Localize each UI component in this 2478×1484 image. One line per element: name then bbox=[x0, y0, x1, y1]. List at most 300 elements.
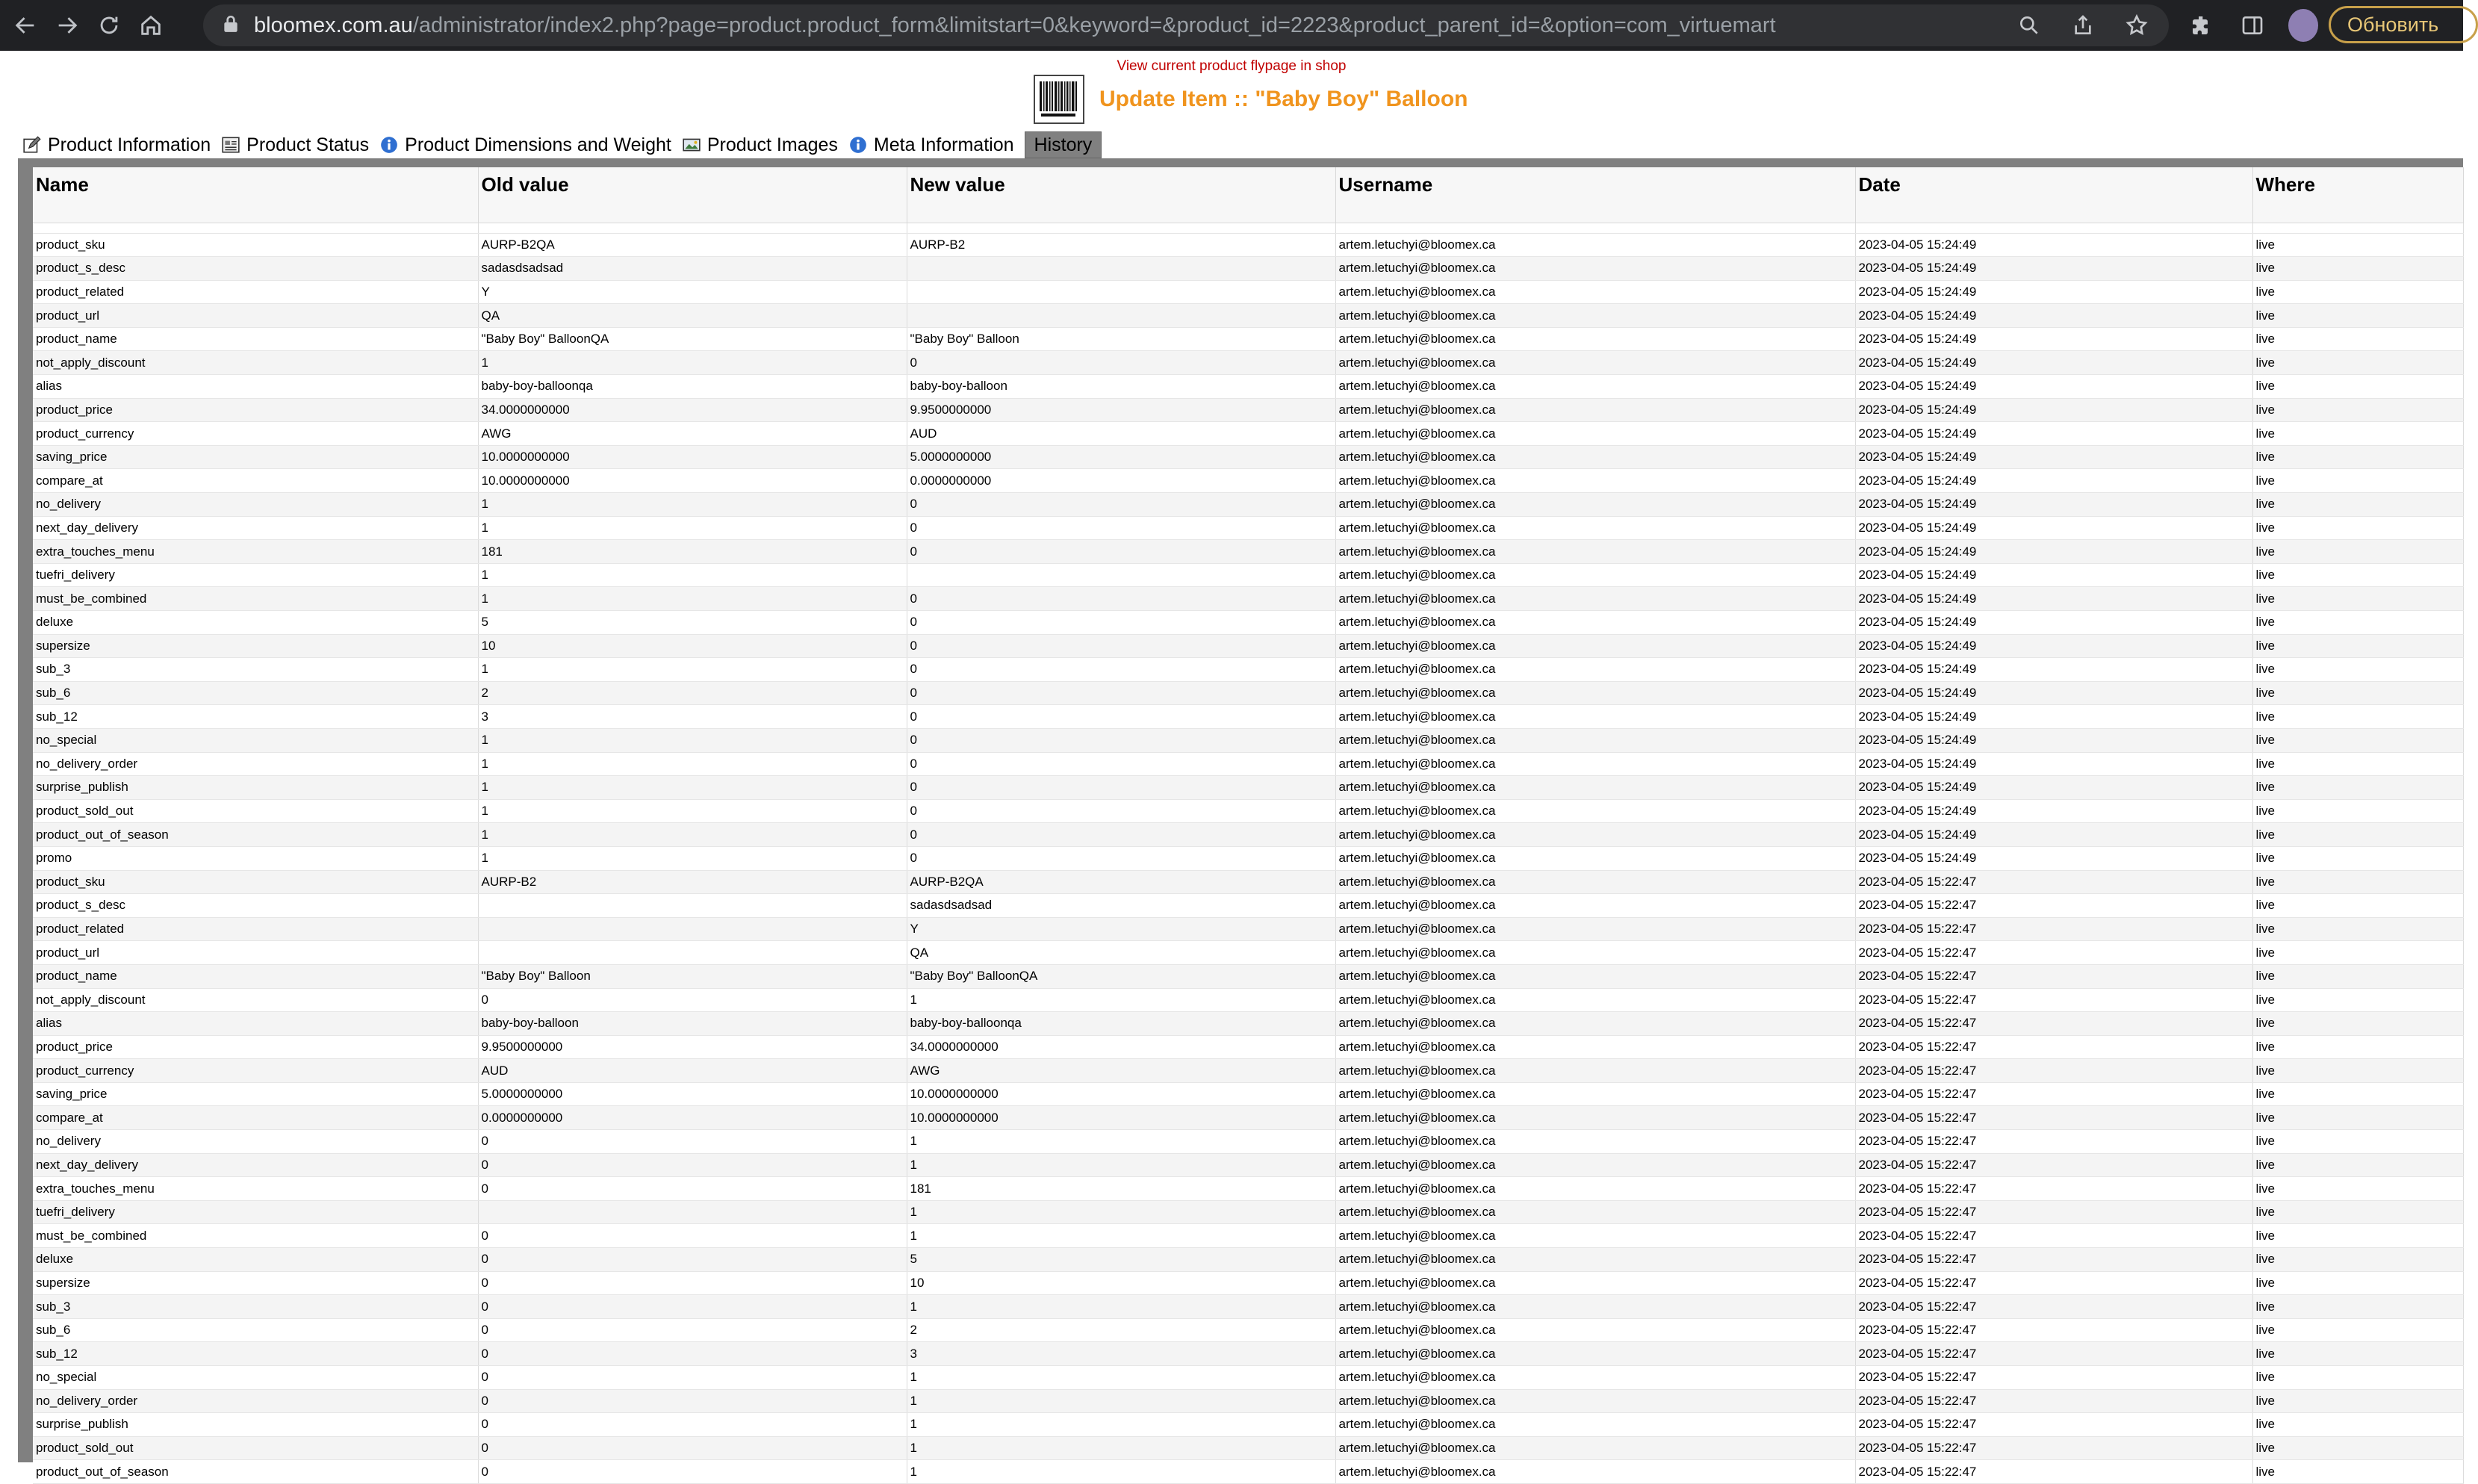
extensions-icon[interactable] bbox=[2187, 9, 2217, 42]
cell-new-value: 5 bbox=[907, 1248, 1335, 1272]
cell-where: live bbox=[2252, 1130, 2463, 1154]
zoom-icon[interactable] bbox=[2015, 10, 2043, 40]
cell-username: artem.letuchyi@bloomex.ca bbox=[1335, 422, 1855, 446]
cell-where: live bbox=[2252, 846, 2463, 870]
cell-where: live bbox=[2252, 634, 2463, 658]
cell-name: no_delivery bbox=[33, 1130, 478, 1154]
cell-where: live bbox=[2252, 752, 2463, 776]
cell-date: 2023-04-05 15:22:47 bbox=[1855, 1342, 2252, 1366]
table-row bbox=[33, 1059, 2463, 1083]
cell-username: artem.letuchyi@bloomex.ca bbox=[1335, 611, 1855, 635]
home-icon[interactable] bbox=[134, 9, 167, 42]
cell-date: 2023-04-05 15:22:47 bbox=[1855, 1012, 2252, 1036]
cell-new-value: 0 bbox=[907, 752, 1335, 776]
cell-where: live bbox=[2252, 870, 2463, 894]
cell-date: 2023-04-05 15:22:47 bbox=[1855, 917, 2252, 941]
cell-username: artem.letuchyi@bloomex.ca bbox=[1335, 1012, 1855, 1036]
cell-name: next_day_delivery bbox=[33, 516, 478, 540]
cell-username: artem.letuchyi@bloomex.ca bbox=[1335, 1130, 1855, 1154]
cell-name: product_related bbox=[33, 280, 478, 304]
cell-username: artem.letuchyi@bloomex.ca bbox=[1335, 257, 1855, 281]
cell-old-value: 5.0000000000 bbox=[478, 1082, 907, 1106]
cell-name: sub_12 bbox=[33, 705, 478, 729]
cell-date: 2023-04-05 15:22:47 bbox=[1855, 1413, 2252, 1437]
table-row bbox=[33, 1224, 2463, 1248]
cell-date: 2023-04-05 15:24:49 bbox=[1855, 445, 2252, 469]
cell-date: 2023-04-05 15:22:47 bbox=[1855, 894, 2252, 918]
cell-where: live bbox=[2252, 1224, 2463, 1248]
table-row bbox=[33, 799, 2463, 823]
cell-new-value: 1 bbox=[907, 1460, 1335, 1484]
table-row bbox=[33, 1366, 2463, 1390]
cell-old-value: 0 bbox=[478, 1130, 907, 1154]
history-table bbox=[33, 167, 2464, 1484]
cell-old-value: "Baby Boy" BalloonQA bbox=[478, 327, 907, 351]
cell-name: no_special bbox=[33, 1366, 478, 1390]
cell-old-value: AURP-B2 bbox=[478, 870, 907, 894]
cell-where: live bbox=[2252, 728, 2463, 752]
column-header-new-value: New value bbox=[907, 167, 1335, 223]
cell-name: product_currency bbox=[33, 1059, 478, 1083]
cell-where: live bbox=[2252, 1059, 2463, 1083]
cell-new-value: 1 bbox=[907, 1436, 1335, 1460]
table-row bbox=[33, 493, 2463, 517]
table-row bbox=[33, 1318, 2463, 1342]
table-row bbox=[33, 634, 2463, 658]
cell-username: artem.letuchyi@bloomex.ca bbox=[1335, 1248, 1855, 1272]
cell-date: 2023-04-05 15:22:47 bbox=[1855, 1295, 2252, 1319]
cell-name: alias bbox=[33, 375, 478, 399]
table-row bbox=[33, 846, 2463, 870]
table-row bbox=[33, 587, 2463, 611]
cell-old-value: AURP-B2QA bbox=[478, 233, 907, 257]
cell-name: sub_3 bbox=[33, 1295, 478, 1319]
cell-old-value: 0 bbox=[478, 1153, 907, 1177]
cell-new-value: 1 bbox=[907, 988, 1335, 1012]
cell-date: 2023-04-05 15:24:49 bbox=[1855, 469, 2252, 493]
cell-new-value: 0 bbox=[907, 681, 1335, 705]
cell-new-value: 1 bbox=[907, 1295, 1335, 1319]
cell-where: live bbox=[2252, 681, 2463, 705]
side-panel-icon[interactable] bbox=[2238, 9, 2267, 42]
cell-old-value: 1 bbox=[478, 823, 907, 847]
cell-username: artem.letuchyi@bloomex.ca bbox=[1335, 728, 1855, 752]
cell-name: compare_at bbox=[33, 469, 478, 493]
cell-date: 2023-04-05 15:22:47 bbox=[1855, 964, 2252, 988]
cell-where: live bbox=[2252, 1200, 2463, 1224]
cell-username: artem.letuchyi@bloomex.ca bbox=[1335, 1200, 1855, 1224]
cell-username: artem.letuchyi@bloomex.ca bbox=[1335, 1035, 1855, 1059]
cell-date: 2023-04-05 15:24:49 bbox=[1855, 634, 2252, 658]
table-row bbox=[33, 1271, 2463, 1295]
table-row bbox=[33, 1436, 2463, 1460]
address-bar[interactable] bbox=[203, 4, 2169, 46]
table-row bbox=[33, 611, 2463, 635]
cell-username: artem.letuchyi@bloomex.ca bbox=[1335, 1295, 1855, 1319]
cell-username: artem.letuchyi@bloomex.ca bbox=[1335, 634, 1855, 658]
cell-username: artem.letuchyi@bloomex.ca bbox=[1335, 1460, 1855, 1484]
cell-where: live bbox=[2252, 1035, 2463, 1059]
cell-name: saving_price bbox=[33, 445, 478, 469]
cell-old-value: 1 bbox=[478, 351, 907, 375]
table-row bbox=[33, 870, 2463, 894]
cell-name: product_sold_out bbox=[33, 799, 478, 823]
cell-date: 2023-04-05 15:24:49 bbox=[1855, 540, 2252, 564]
table-row bbox=[33, 776, 2463, 800]
cell-old-value: baby-boy-balloon bbox=[478, 1012, 907, 1036]
cell-date: 2023-04-05 15:24:49 bbox=[1855, 280, 2252, 304]
tab-label: Product Dimensions and Weight bbox=[405, 134, 671, 155]
cell-new-value: 1 bbox=[907, 1130, 1335, 1154]
tab-product-information[interactable] bbox=[22, 131, 211, 158]
cell-where: live bbox=[2252, 587, 2463, 611]
cell-date: 2023-04-05 15:24:49 bbox=[1855, 658, 2252, 682]
table-row bbox=[33, 705, 2463, 729]
cell-where: live bbox=[2252, 1389, 2463, 1413]
cell-old-value: 0 bbox=[478, 1248, 907, 1272]
cell-username: artem.letuchyi@bloomex.ca bbox=[1335, 1318, 1855, 1342]
cell-date: 2023-04-05 15:22:47 bbox=[1855, 1153, 2252, 1177]
cell-name: must_be_combined bbox=[33, 1224, 478, 1248]
table-header-row bbox=[33, 167, 2463, 223]
table-row bbox=[33, 469, 2463, 493]
cell-name: sub_3 bbox=[33, 658, 478, 682]
cell-where: live bbox=[2252, 1342, 2463, 1366]
table-row bbox=[33, 1012, 2463, 1036]
cell-old-value: 1 bbox=[478, 799, 907, 823]
page-title: Update Item :: "Baby Boy" Balloon bbox=[1099, 87, 1468, 111]
cell-old-value: 1 bbox=[478, 493, 907, 517]
cell-date: 2023-04-05 15:22:47 bbox=[1855, 1177, 2252, 1201]
cell-new-value: 0 bbox=[907, 540, 1335, 564]
product-tabs bbox=[22, 131, 1112, 158]
cell-username: artem.letuchyi@bloomex.ca bbox=[1335, 469, 1855, 493]
cell-where: live bbox=[2252, 1366, 2463, 1390]
cell-old-value: 0 bbox=[478, 1389, 907, 1413]
cell-new-value: 0 bbox=[907, 776, 1335, 800]
cell-username: artem.letuchyi@bloomex.ca bbox=[1335, 917, 1855, 941]
cell-username: artem.letuchyi@bloomex.ca bbox=[1335, 870, 1855, 894]
cell-name: product_s_desc bbox=[33, 257, 478, 281]
cell-old-value: baby-boy-balloonqa bbox=[478, 375, 907, 399]
cell-date: 2023-04-05 15:24:49 bbox=[1855, 493, 2252, 517]
table-row bbox=[33, 1106, 2463, 1130]
url-text bbox=[254, 13, 1776, 38]
cell-name: sub_6 bbox=[33, 1318, 478, 1342]
cell-date: 2023-04-05 15:24:49 bbox=[1855, 422, 2252, 446]
cell-date: 2023-04-05 15:22:47 bbox=[1855, 1389, 2252, 1413]
cell-username: artem.letuchyi@bloomex.ca bbox=[1335, 681, 1855, 705]
cell-old-value: 10 bbox=[478, 634, 907, 658]
cell-where: live bbox=[2252, 233, 2463, 257]
table-row bbox=[33, 823, 2463, 847]
history-table-container bbox=[33, 167, 2463, 1479]
cell-username: artem.letuchyi@bloomex.ca bbox=[1335, 398, 1855, 422]
url-host: bloomex.com.au bbox=[254, 13, 413, 37]
tab-history[interactable] bbox=[1025, 131, 1102, 158]
tab-label: Meta Information bbox=[873, 134, 1014, 155]
cell-username: artem.letuchyi@bloomex.ca bbox=[1335, 375, 1855, 399]
table-row bbox=[33, 233, 2463, 257]
info-icon bbox=[848, 135, 868, 155]
cell-old-value: 0 bbox=[478, 1295, 907, 1319]
cell-name: alias bbox=[33, 1012, 478, 1036]
cell-name: surprise_publish bbox=[33, 1413, 478, 1437]
cell-name: promo bbox=[33, 846, 478, 870]
page-header bbox=[1034, 75, 1468, 124]
bookmark-star-icon[interactable] bbox=[2123, 10, 2151, 40]
cell-username: artem.letuchyi@bloomex.ca bbox=[1335, 1106, 1855, 1130]
cell-date: 2023-04-05 15:24:49 bbox=[1855, 799, 2252, 823]
table-row bbox=[33, 516, 2463, 540]
cell-name: no_delivery bbox=[33, 493, 478, 517]
cell-where: live bbox=[2252, 1153, 2463, 1177]
cell-new-value: "Baby Boy" Balloon bbox=[907, 327, 1335, 351]
table-row bbox=[33, 327, 2463, 351]
cell-old-value: 0 bbox=[478, 1271, 907, 1295]
cell-old-value: 0 bbox=[478, 1436, 907, 1460]
tab-product-dimensions[interactable] bbox=[379, 131, 671, 158]
cell-username: artem.letuchyi@bloomex.ca bbox=[1335, 1366, 1855, 1390]
cell-username: artem.letuchyi@bloomex.ca bbox=[1335, 1413, 1855, 1437]
cell-date: 2023-04-05 15:22:47 bbox=[1855, 1035, 2252, 1059]
cell-new-value: 10 bbox=[907, 1271, 1335, 1295]
cell-where: live bbox=[2252, 1106, 2463, 1130]
cell-old-value: 1 bbox=[478, 587, 907, 611]
cell-date: 2023-04-05 15:24:49 bbox=[1855, 257, 2252, 281]
cell-new-value: 0 bbox=[907, 846, 1335, 870]
cell-new-value: 0.0000000000 bbox=[907, 469, 1335, 493]
cell-where: live bbox=[2252, 1436, 2463, 1460]
cell-name: surprise_publish bbox=[33, 776, 478, 800]
cell-new-value: 1 bbox=[907, 1413, 1335, 1437]
cell-old-value bbox=[478, 917, 907, 941]
cell-old-value bbox=[478, 1200, 907, 1224]
cell-old-value: 3 bbox=[478, 705, 907, 729]
cell-username: artem.letuchyi@bloomex.ca bbox=[1335, 493, 1855, 517]
cell-new-value: 1 bbox=[907, 1389, 1335, 1413]
cell-date: 2023-04-05 15:24:49 bbox=[1855, 516, 2252, 540]
cell-where: live bbox=[2252, 445, 2463, 469]
cell-name: no_delivery_order bbox=[33, 752, 478, 776]
cell-name: deluxe bbox=[33, 611, 478, 635]
cell-where: live bbox=[2252, 799, 2463, 823]
cell-new-value: 34.0000000000 bbox=[907, 1035, 1335, 1059]
cell-username: artem.letuchyi@bloomex.ca bbox=[1335, 1224, 1855, 1248]
cell-username: artem.letuchyi@bloomex.ca bbox=[1335, 1059, 1855, 1083]
table-row bbox=[33, 1082, 2463, 1106]
table-row bbox=[33, 351, 2463, 375]
cell-old-value: "Baby Boy" Balloon bbox=[478, 964, 907, 988]
cell-where: live bbox=[2252, 493, 2463, 517]
share-icon[interactable] bbox=[2069, 10, 2097, 40]
cell-name: product_name bbox=[33, 327, 478, 351]
cell-old-value: 0 bbox=[478, 1342, 907, 1366]
table-row bbox=[33, 375, 2463, 399]
cell-name: sub_12 bbox=[33, 1342, 478, 1366]
cell-old-value: 0 bbox=[478, 1366, 907, 1390]
cell-date: 2023-04-05 15:24:49 bbox=[1855, 611, 2252, 635]
cell-new-value: 0 bbox=[907, 658, 1335, 682]
cell-date: 2023-04-05 15:22:47 bbox=[1855, 988, 2252, 1012]
cell-old-value: 0 bbox=[478, 1177, 907, 1201]
cell-name: extra_touches_menu bbox=[33, 1177, 478, 1201]
cell-new-value: 10.0000000000 bbox=[907, 1106, 1335, 1130]
cell-date: 2023-04-05 15:22:47 bbox=[1855, 1130, 2252, 1154]
reload-icon[interactable] bbox=[93, 9, 125, 42]
cell-username: artem.letuchyi@bloomex.ca bbox=[1335, 846, 1855, 870]
cell-old-value bbox=[478, 894, 907, 918]
cell-name: not_apply_discount bbox=[33, 351, 478, 375]
cell-new-value: 2 bbox=[907, 1318, 1335, 1342]
back-icon[interactable] bbox=[9, 9, 42, 42]
cell-username: artem.letuchyi@bloomex.ca bbox=[1335, 1177, 1855, 1201]
cell-date: 2023-04-05 15:22:47 bbox=[1855, 941, 2252, 965]
cell-where: live bbox=[2252, 1012, 2463, 1036]
cell-username: artem.letuchyi@bloomex.ca bbox=[1335, 658, 1855, 682]
update-browser-button[interactable]: Обновить bbox=[2329, 6, 2478, 43]
cell-name: sub_6 bbox=[33, 681, 478, 705]
view-flypage-link[interactable]: View current product flypage in shop bbox=[1117, 58, 1347, 74]
cell-date: 2023-04-05 15:24:49 bbox=[1855, 351, 2252, 375]
cell-new-value: "Baby Boy" BalloonQA bbox=[907, 964, 1335, 988]
table-row bbox=[33, 1200, 2463, 1224]
table-row bbox=[33, 1248, 2463, 1272]
table-row bbox=[33, 1153, 2463, 1177]
cell-new-value: 0 bbox=[907, 799, 1335, 823]
table-row bbox=[33, 1130, 2463, 1154]
column-header-username: Username bbox=[1335, 167, 1855, 223]
cell-username: artem.letuchyi@bloomex.ca bbox=[1335, 776, 1855, 800]
table-row bbox=[33, 752, 2463, 776]
cell-new-value: AURP-B2QA bbox=[907, 870, 1335, 894]
cell-date: 2023-04-05 15:24:49 bbox=[1855, 752, 2252, 776]
tab-meta-information[interactable] bbox=[848, 131, 1014, 158]
column-header-old-value: Old value bbox=[478, 167, 907, 223]
table-row bbox=[33, 1460, 2463, 1484]
table-row bbox=[33, 257, 2463, 281]
cell-old-value: 1 bbox=[478, 563, 907, 587]
cell-old-value: 181 bbox=[478, 540, 907, 564]
cell-old-value: 0 bbox=[478, 988, 907, 1012]
cell-where: live bbox=[2252, 280, 2463, 304]
cell-where: live bbox=[2252, 894, 2463, 918]
cell-date: 2023-04-05 15:22:47 bbox=[1855, 1082, 2252, 1106]
cell-name: product_currency bbox=[33, 422, 478, 446]
cell-old-value: 0 bbox=[478, 1460, 907, 1484]
cell-username: artem.letuchyi@bloomex.ca bbox=[1335, 540, 1855, 564]
cell-date: 2023-04-05 15:24:49 bbox=[1855, 846, 2252, 870]
cell-old-value: 1 bbox=[478, 658, 907, 682]
status-icon bbox=[221, 135, 240, 155]
cell-name: no_delivery_order bbox=[33, 1389, 478, 1413]
cell-username: artem.letuchyi@bloomex.ca bbox=[1335, 1436, 1855, 1460]
cell-date: 2023-04-05 15:22:47 bbox=[1855, 1248, 2252, 1272]
tab-product-status[interactable] bbox=[221, 131, 369, 158]
table-row bbox=[33, 398, 2463, 422]
lock-icon[interactable] bbox=[223, 14, 242, 37]
table-row bbox=[33, 563, 2463, 587]
cell-new-value bbox=[907, 304, 1335, 328]
cell-where: live bbox=[2252, 1413, 2463, 1437]
cell-name: product_related bbox=[33, 917, 478, 941]
cell-new-value: Y bbox=[907, 917, 1335, 941]
browser-toolbar bbox=[0, 0, 2463, 51]
table-row bbox=[33, 1035, 2463, 1059]
cell-date: 2023-04-05 15:24:49 bbox=[1855, 681, 2252, 705]
image-icon bbox=[682, 135, 701, 155]
cell-old-value: 2 bbox=[478, 681, 907, 705]
cell-date: 2023-04-05 15:22:47 bbox=[1855, 1224, 2252, 1248]
cell-new-value: 0 bbox=[907, 493, 1335, 517]
forward-icon[interactable] bbox=[51, 9, 84, 42]
table-row bbox=[33, 728, 2463, 752]
cell-username: artem.letuchyi@bloomex.ca bbox=[1335, 823, 1855, 847]
tab-product-images[interactable] bbox=[682, 131, 838, 158]
cell-username: artem.letuchyi@bloomex.ca bbox=[1335, 1153, 1855, 1177]
cell-date: 2023-04-05 15:22:47 bbox=[1855, 1318, 2252, 1342]
cell-username: artem.letuchyi@bloomex.ca bbox=[1335, 304, 1855, 328]
cell-name: extra_touches_menu bbox=[33, 540, 478, 564]
table-row bbox=[33, 1389, 2463, 1413]
cell-where: live bbox=[2252, 540, 2463, 564]
cell-name: product_sku bbox=[33, 233, 478, 257]
table-row bbox=[33, 1342, 2463, 1366]
cell-date: 2023-04-05 15:22:47 bbox=[1855, 1436, 2252, 1460]
cell-username: artem.letuchyi@bloomex.ca bbox=[1335, 1082, 1855, 1106]
cell-name: product_price bbox=[33, 398, 478, 422]
cell-new-value: baby-boy-balloon bbox=[907, 375, 1335, 399]
cell-old-value: 10.0000000000 bbox=[478, 445, 907, 469]
cell-old-value: 9.9500000000 bbox=[478, 1035, 907, 1059]
cell-username: artem.letuchyi@bloomex.ca bbox=[1335, 964, 1855, 988]
table-row bbox=[33, 280, 2463, 304]
cell-username: artem.letuchyi@bloomex.ca bbox=[1335, 988, 1855, 1012]
cell-where: live bbox=[2252, 941, 2463, 965]
cell-username: artem.letuchyi@bloomex.ca bbox=[1335, 1342, 1855, 1366]
cell-username: artem.letuchyi@bloomex.ca bbox=[1335, 587, 1855, 611]
cell-date: 2023-04-05 15:24:49 bbox=[1855, 398, 2252, 422]
cell-old-value: 0 bbox=[478, 1224, 907, 1248]
cell-date: 2023-04-05 15:22:47 bbox=[1855, 1460, 2252, 1484]
cell-name: next_day_delivery bbox=[33, 1153, 478, 1177]
edit-icon bbox=[22, 135, 42, 155]
cell-old-value: 1 bbox=[478, 846, 907, 870]
profile-avatar-icon[interactable] bbox=[2288, 9, 2318, 42]
cell-new-value: 1 bbox=[907, 1153, 1335, 1177]
cell-username: artem.letuchyi@bloomex.ca bbox=[1335, 351, 1855, 375]
cell-new-value: 181 bbox=[907, 1177, 1335, 1201]
cell-username: artem.letuchyi@bloomex.ca bbox=[1335, 280, 1855, 304]
cell-new-value: 3 bbox=[907, 1342, 1335, 1366]
cell-username: artem.letuchyi@bloomex.ca bbox=[1335, 799, 1855, 823]
table-row bbox=[33, 917, 2463, 941]
cell-new-value: 0 bbox=[907, 728, 1335, 752]
cell-old-value: AWG bbox=[478, 422, 907, 446]
cell-name: product_sku bbox=[33, 870, 478, 894]
cell-old-value: 1 bbox=[478, 776, 907, 800]
cell-old-value: sadasdsadsad bbox=[478, 257, 907, 281]
cell-old-value: 1 bbox=[478, 516, 907, 540]
cell-where: live bbox=[2252, 658, 2463, 682]
cell-old-value: 0.0000000000 bbox=[478, 1106, 907, 1130]
table-row bbox=[33, 445, 2463, 469]
cell-name: product_out_of_season bbox=[33, 1460, 478, 1484]
table-row bbox=[33, 540, 2463, 564]
cell-name: tuefri_delivery bbox=[33, 563, 478, 587]
table-row bbox=[33, 304, 2463, 328]
table-row bbox=[33, 941, 2463, 965]
